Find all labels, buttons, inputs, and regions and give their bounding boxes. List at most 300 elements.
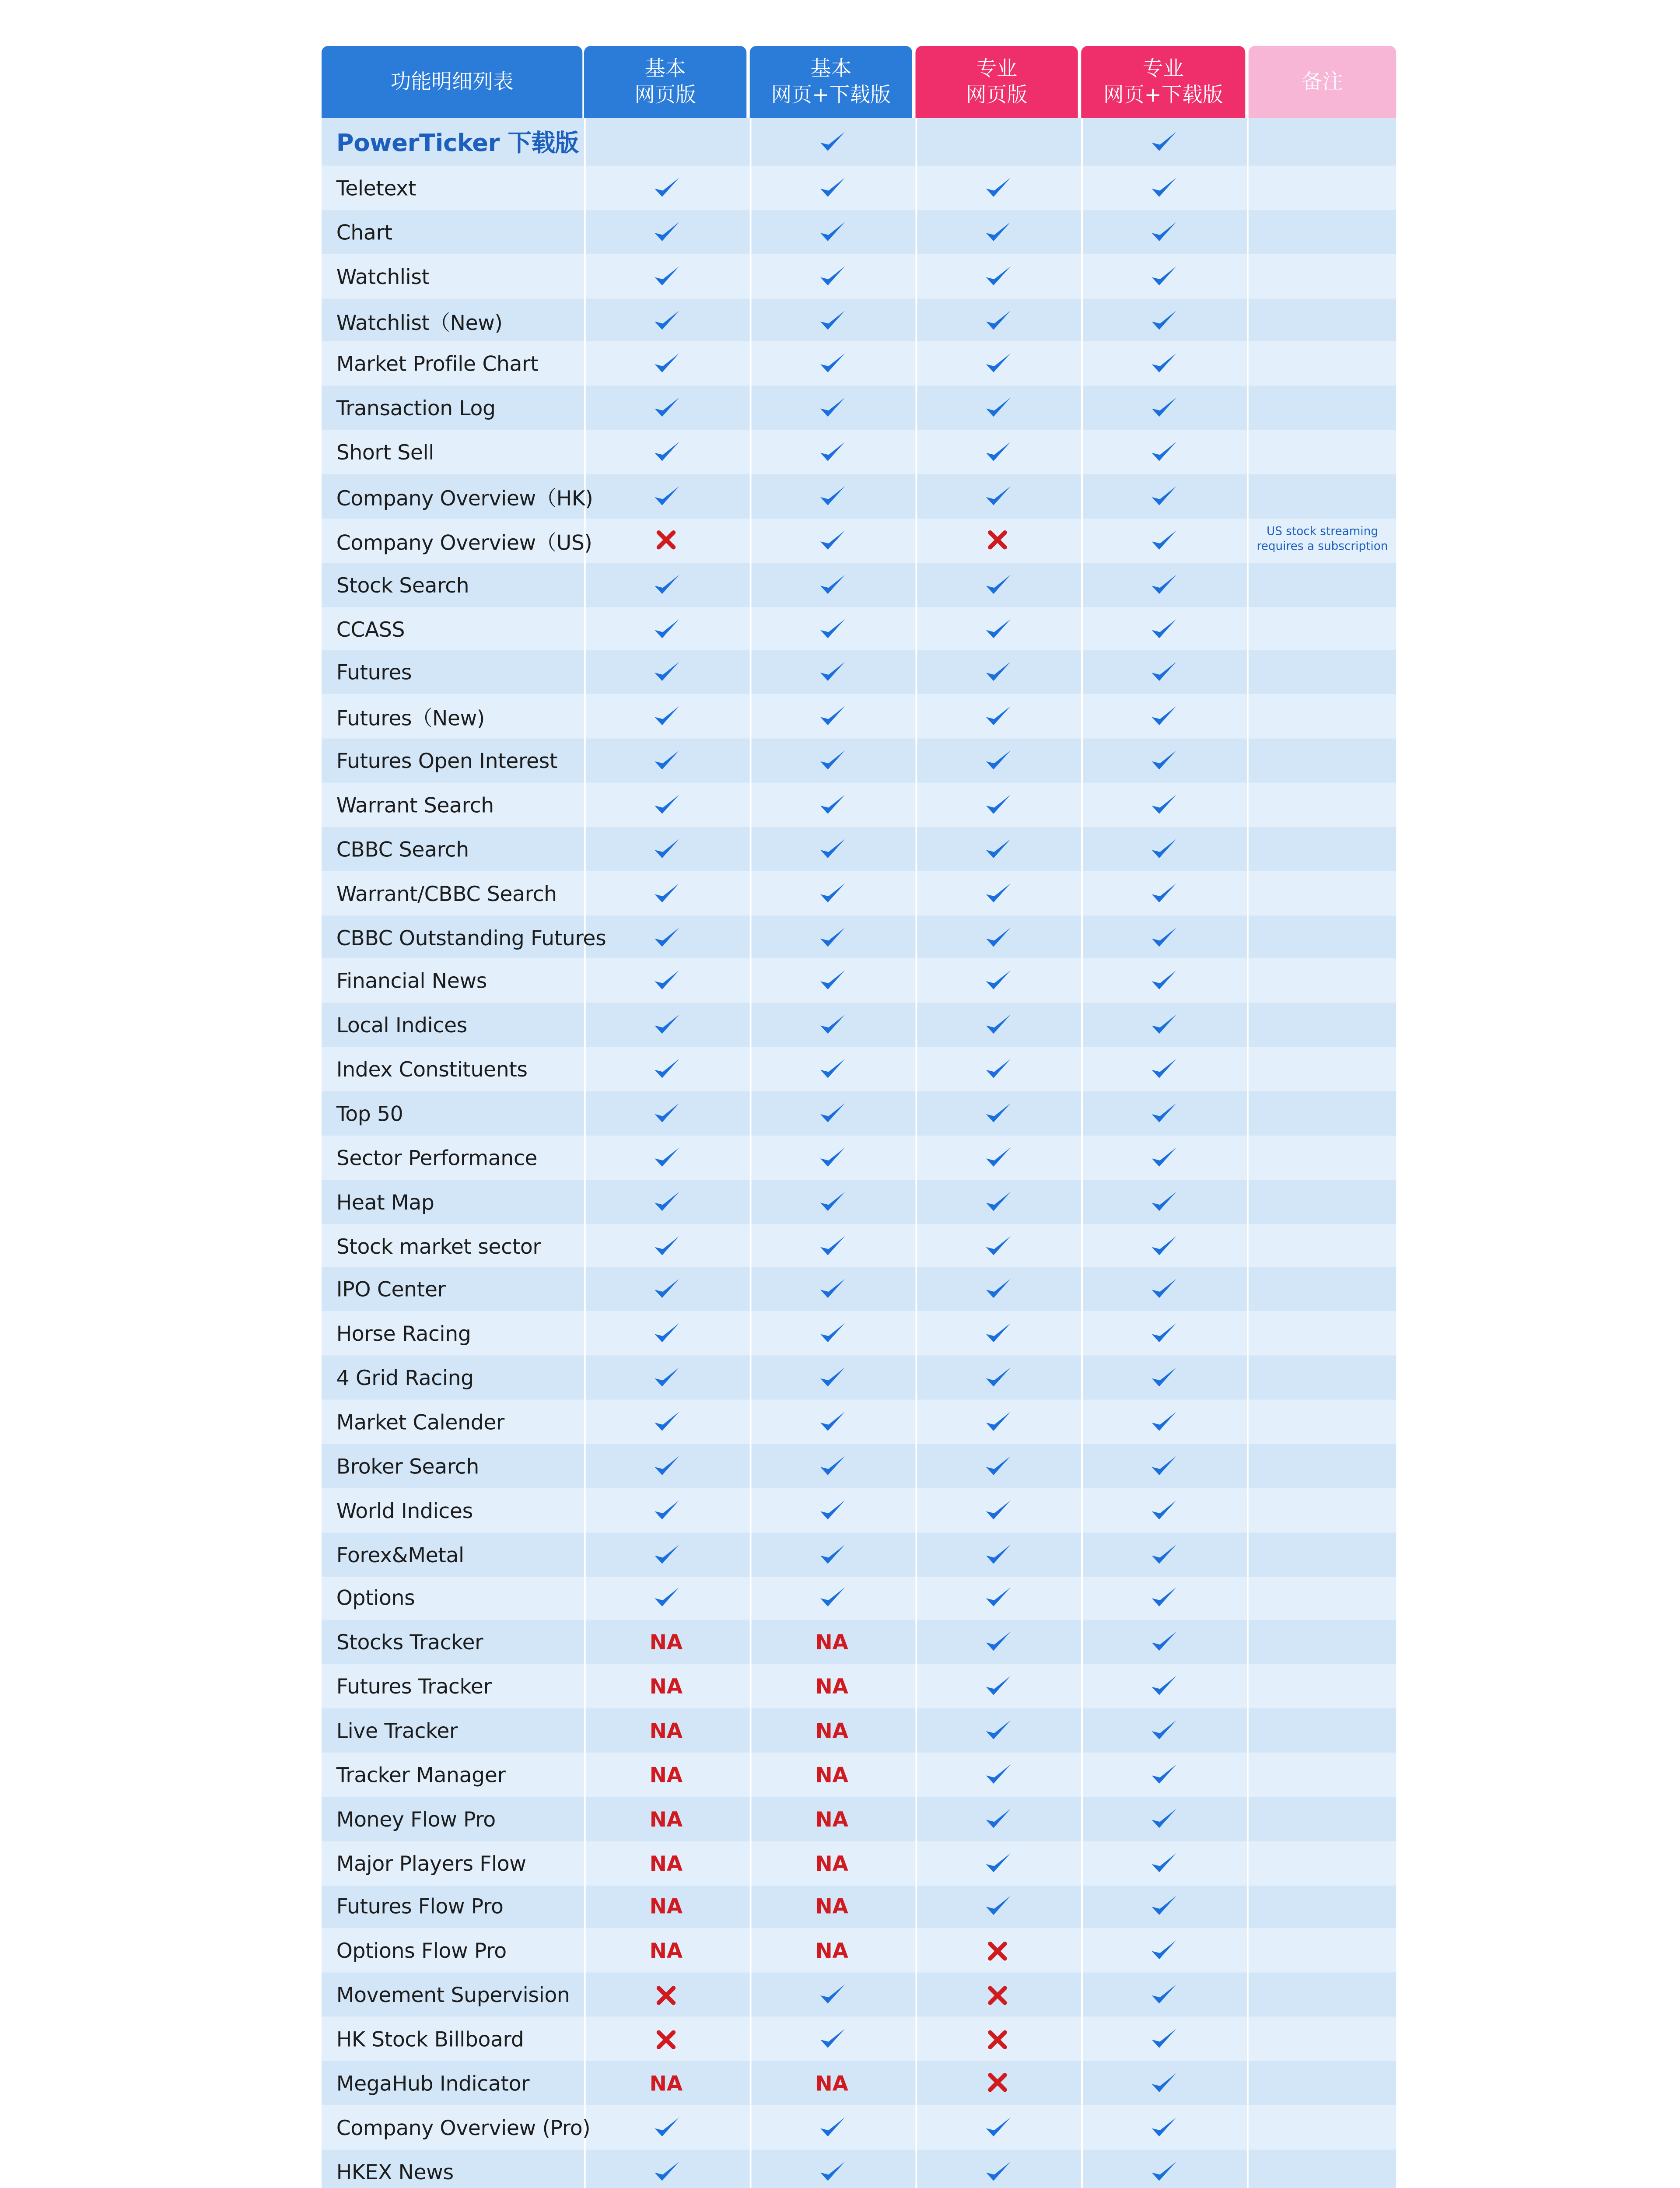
table-row (322, 1841, 1396, 1885)
plan-cell (1081, 1753, 1247, 1797)
feature-name: Market Profile Chart (336, 351, 539, 377)
plan-cell (584, 2017, 748, 2061)
plan-cell (916, 607, 1080, 651)
section-row-powerticker (322, 118, 1396, 166)
plan-cell (1081, 651, 1247, 695)
check-icon (984, 1894, 1012, 1919)
plan-cell (1081, 1664, 1247, 1708)
plan-cell (584, 342, 748, 386)
table-header (322, 46, 1396, 118)
na-badge: NA (815, 1894, 848, 1919)
feature-name: Company Overview（US) (336, 529, 592, 554)
feature-name: MegaHub Indicator (336, 2071, 530, 2096)
check-icon (652, 1101, 680, 1126)
plan-cell (916, 1576, 1080, 1620)
column-divider (1247, 118, 1249, 166)
plan-cell (750, 1047, 914, 1091)
check-icon (1150, 440, 1178, 464)
feature-name: Warrant Search (336, 792, 494, 817)
na-badge: NA (815, 1938, 848, 1964)
feature-name: CCASS (336, 616, 405, 641)
header-pro-web-download: 专业 网页+下载版 (1081, 46, 1245, 118)
feature-name: Live Tracker (336, 1718, 458, 1743)
table-row (322, 1796, 1396, 1841)
feature-name: Index Constituents (336, 1057, 528, 1082)
cross-icon (988, 530, 1008, 550)
check-icon (984, 1454, 1012, 1478)
check-icon (652, 881, 680, 905)
table-row (322, 1532, 1396, 1576)
column-divider (1247, 1532, 1249, 1576)
plan-cell (750, 474, 914, 519)
plan-cell (1081, 254, 1247, 298)
plan-cell (916, 2061, 1080, 2105)
feature-name: Major Players Flow (336, 1850, 526, 1875)
column-divider (1247, 607, 1249, 651)
plan-cell (584, 2061, 748, 2105)
check-icon (818, 1277, 846, 1302)
plan-cell (916, 1047, 1080, 1091)
plan-cell (916, 651, 1080, 695)
column-divider (1247, 1268, 1249, 1312)
plan-cell (584, 2105, 748, 2149)
table-row (322, 519, 1396, 563)
na-badge: NA (649, 2071, 683, 2096)
check-icon (984, 1498, 1012, 1522)
check-icon (1150, 175, 1178, 200)
check-icon (818, 881, 846, 905)
check-icon (1150, 1498, 1178, 1522)
check-icon (984, 440, 1012, 464)
table-row (322, 607, 1396, 651)
plan-cell (750, 1973, 914, 2017)
na-badge: NA (649, 1762, 683, 1787)
feature-name: Heat Map (336, 1189, 434, 1214)
feature-name: Warrant/CBBC Search (336, 880, 557, 905)
plan-cell (750, 2105, 914, 2149)
plan-cell (584, 739, 748, 783)
check-icon (652, 1498, 680, 1522)
plan-cell (916, 562, 1080, 607)
table-row (322, 959, 1396, 1003)
feature-name: Sector Performance (336, 1145, 538, 1170)
check-icon (818, 1233, 846, 1258)
na-badge: NA (649, 1806, 683, 1831)
plan-cell (1081, 386, 1247, 430)
check-icon (818, 2027, 846, 2051)
feature-name: Transaction Log (336, 396, 496, 421)
plan-cell (584, 210, 748, 254)
check-icon (1150, 1277, 1178, 1302)
check-icon (1150, 1586, 1178, 1610)
plan-cell (584, 651, 748, 695)
check-icon (818, 1410, 846, 1434)
table-row (322, 2149, 1396, 2188)
plan-cell (1081, 210, 1247, 254)
na-badge: NA (815, 1806, 848, 1831)
plan-cell (584, 386, 748, 430)
check-icon (1150, 2159, 1178, 2183)
check-icon (984, 837, 1012, 861)
plan-cell (584, 783, 748, 827)
plan-cell (916, 1885, 1080, 1929)
feature-name: Watchlist（New) (336, 309, 503, 334)
check-icon (1150, 1718, 1178, 1743)
check-icon (984, 1322, 1012, 1346)
plan-cell (584, 519, 748, 563)
plan-cell (750, 1753, 914, 1797)
check-icon (984, 881, 1012, 905)
check-icon (652, 925, 680, 949)
check-icon (818, 2159, 846, 2183)
plan-cell (750, 1224, 914, 1268)
plan-cell (750, 2017, 914, 2061)
plan-cell (916, 1753, 1080, 1797)
feature-name: Watchlist (336, 263, 430, 288)
check-icon (652, 1013, 680, 1038)
table-row (322, 694, 1396, 739)
table-row (322, 1224, 1396, 1268)
plan-cell (1081, 1312, 1247, 1356)
plan-cell (916, 959, 1080, 1003)
column-divider (1247, 915, 1249, 959)
table-row (322, 1885, 1396, 1929)
cross-icon (988, 2029, 1008, 2049)
column-divider (1247, 342, 1249, 386)
plan-cell (1081, 2017, 1247, 2061)
feature-name: Futures (336, 660, 412, 685)
check-icon (652, 1542, 680, 1566)
column-divider (1247, 871, 1249, 915)
table-row (322, 2105, 1396, 2149)
check-icon (984, 2159, 1012, 2183)
check-icon (818, 1542, 846, 1566)
cross-icon (656, 530, 676, 550)
column-divider (1247, 959, 1249, 1003)
check-icon (652, 837, 680, 861)
check-icon (1150, 1630, 1178, 1655)
plan-cell (584, 166, 748, 210)
table-row (322, 783, 1396, 827)
check-icon (984, 748, 1012, 773)
check-icon (652, 1586, 680, 1610)
column-divider (1247, 1753, 1249, 1797)
plan-cell (916, 210, 1080, 254)
check-icon (818, 528, 846, 553)
plan-cell (750, 118, 914, 166)
feature-name: Futures（New) (336, 706, 485, 731)
plan-cell (916, 342, 1080, 386)
check-icon (984, 1277, 1012, 1302)
plan-cell (750, 210, 914, 254)
header-basic-web: 基本 网页版 (584, 46, 746, 118)
plan-cell (750, 1091, 914, 1136)
check-icon (818, 1498, 846, 1522)
plan-cell (916, 118, 1080, 166)
plan-cell (1081, 959, 1247, 1003)
check-icon (984, 616, 1012, 641)
check-icon (984, 1806, 1012, 1831)
column-divider (1247, 1400, 1249, 1444)
plan-cell (750, 783, 914, 827)
plan-cell (584, 1841, 748, 1885)
check-icon (1150, 1057, 1178, 1081)
table-row (322, 1620, 1396, 1665)
check-icon (652, 1322, 680, 1346)
plan-cell (1081, 871, 1247, 915)
plan-cell (750, 1620, 914, 1665)
check-icon (1150, 1674, 1178, 1699)
column-divider (1247, 739, 1249, 783)
table-row (322, 562, 1396, 607)
check-icon (818, 925, 846, 949)
plan-cell (584, 1224, 748, 1268)
plan-cell (916, 871, 1080, 915)
table-row (322, 2017, 1396, 2061)
check-icon (1150, 1894, 1178, 1919)
feature-name: CBBC Outstanding Futures (336, 925, 606, 950)
check-icon (984, 1145, 1012, 1170)
check-icon (818, 1013, 846, 1038)
table-row (322, 1664, 1396, 1708)
check-icon (984, 1189, 1012, 1214)
check-icon (984, 969, 1012, 993)
check-icon (818, 572, 846, 596)
plan-cell (750, 1796, 914, 1841)
check-icon (818, 220, 846, 244)
plan-cell (750, 959, 914, 1003)
na-badge: NA (649, 1850, 683, 1875)
column-divider (1247, 1003, 1249, 1047)
plan-cell (584, 915, 748, 959)
cross-icon (656, 2029, 676, 2049)
plan-cell (1081, 166, 1247, 210)
table-row (322, 298, 1396, 342)
plan-cell (1081, 827, 1247, 871)
column-divider (1247, 1664, 1249, 1708)
plan-cell (584, 1973, 748, 2017)
plan-cell (1081, 1003, 1247, 1047)
plan-cell (916, 1312, 1080, 1356)
remark-line: US stock streaming (1267, 526, 1378, 539)
plan-cell (584, 1664, 748, 1708)
table-row (322, 915, 1396, 959)
column-divider (1247, 1841, 1249, 1885)
plan-cell (916, 1179, 1080, 1224)
column-divider (1247, 1708, 1249, 1753)
plan-cell (1081, 1224, 1247, 1268)
column-divider (1247, 1488, 1249, 1532)
check-icon (984, 1013, 1012, 1038)
plan-cell (750, 1488, 914, 1532)
column-divider (1247, 210, 1249, 254)
table-row (322, 651, 1396, 695)
plan-cell (750, 2061, 914, 2105)
na-badge: NA (649, 1718, 683, 1743)
check-icon (1150, 1850, 1178, 1875)
check-icon (1150, 396, 1178, 421)
plan-cell (584, 474, 748, 519)
plan-cell (1081, 739, 1247, 783)
plan-cell (1081, 607, 1247, 651)
plan-cell (750, 342, 914, 386)
table-row (322, 1268, 1396, 1312)
check-icon (1150, 352, 1178, 376)
plan-cell (750, 1532, 914, 1576)
na-badge: NA (649, 1894, 683, 1919)
plan-cell (916, 1003, 1080, 1047)
plan-cell (916, 1444, 1080, 1488)
plan-cell (1081, 1356, 1247, 1400)
feature-name: Market Calender (336, 1410, 505, 1434)
plan-cell (750, 915, 914, 959)
check-icon (652, 2115, 680, 2139)
feature-name: Broker Search (336, 1453, 479, 1479)
plan-cell (584, 1003, 748, 1047)
plan-cell (750, 166, 914, 210)
check-icon (652, 1233, 680, 1258)
check-icon (984, 263, 1012, 288)
plan-cell (584, 607, 748, 651)
na-badge: NA (815, 1762, 848, 1787)
header-pro-web: 专业 网页版 (916, 46, 1078, 118)
plan-cell (916, 2105, 1080, 2149)
plan-cell (1081, 1136, 1247, 1180)
plan-cell (750, 694, 914, 739)
na-badge: NA (649, 1630, 683, 1655)
table-row (322, 1708, 1396, 1753)
column-divider (1247, 1929, 1249, 1973)
column-divider (1247, 1356, 1249, 1400)
feature-name: Stocks Tracker (336, 1630, 483, 1655)
feature-name: HK Stock Billboard (336, 2027, 524, 2051)
column-divider (1247, 430, 1249, 474)
plan-cell (1081, 1708, 1247, 1753)
plan-cell (584, 871, 748, 915)
plan-cell (584, 1312, 748, 1356)
check-icon (652, 440, 680, 464)
feature-name: Futures Flow Pro (336, 1894, 504, 1919)
check-icon (818, 748, 846, 773)
na-badge: NA (649, 1674, 683, 1699)
check-icon (818, 130, 846, 154)
column-divider (1247, 1224, 1249, 1268)
column-divider (1247, 2017, 1249, 2061)
check-icon (1150, 2027, 1178, 2051)
plan-cell (584, 1532, 748, 1576)
plan-cell (584, 118, 748, 166)
check-icon (984, 352, 1012, 376)
column-divider (1247, 1179, 1249, 1224)
section-label: PowerTicker 下载版 (336, 131, 579, 158)
plan-cell (750, 2149, 914, 2188)
table-row (322, 1312, 1396, 1356)
plan-cell (750, 1356, 914, 1400)
plan-cell (750, 1708, 914, 1753)
check-icon (652, 484, 680, 508)
plan-cell (916, 1532, 1080, 1576)
check-icon (652, 748, 680, 773)
plan-cell (1081, 2105, 1247, 2149)
plan-cell (916, 298, 1080, 342)
feature-name: Chart (336, 219, 392, 244)
table-row (322, 1091, 1396, 1136)
check-icon (652, 352, 680, 376)
check-icon (818, 616, 846, 641)
plan-cell (916, 254, 1080, 298)
na-badge: NA (815, 1850, 848, 1875)
check-icon (984, 1233, 1012, 1258)
table-row (322, 1488, 1396, 1532)
column-divider (1247, 386, 1249, 430)
table-row (322, 254, 1396, 298)
remark-line: requires a subscription (1256, 540, 1388, 554)
feature-name: Forex&Metal (336, 1542, 464, 1567)
plan-cell (916, 430, 1080, 474)
check-icon (984, 792, 1012, 817)
plan-cell (584, 1136, 748, 1180)
table-row (322, 739, 1396, 783)
plan-cell (750, 1003, 914, 1047)
check-icon (652, 2159, 680, 2183)
plan-cell (750, 1929, 914, 1973)
check-icon (652, 969, 680, 993)
column-divider (1247, 1312, 1249, 1356)
check-icon (652, 1057, 680, 1081)
check-icon (652, 1189, 680, 1214)
plan-cell (1081, 430, 1247, 474)
plan-cell (584, 827, 748, 871)
plan-cell (1081, 2061, 1247, 2105)
column-divider (1247, 1136, 1249, 1180)
table-row (322, 1400, 1396, 1444)
table-row (322, 1003, 1396, 1047)
check-icon (984, 1410, 1012, 1434)
check-icon (1150, 1983, 1178, 2007)
na-badge: NA (815, 1630, 848, 1655)
na-badge: NA (815, 1674, 848, 1699)
plan-cell (750, 1179, 914, 1224)
plan-cell (584, 298, 748, 342)
check-icon (1150, 1189, 1178, 1214)
plan-cell (750, 1576, 914, 1620)
plan-cell (916, 1356, 1080, 1400)
table-row (322, 1973, 1396, 2017)
plan-cell (1081, 1444, 1247, 1488)
column-divider (1247, 1973, 1249, 2017)
check-icon (984, 308, 1012, 332)
check-icon (652, 572, 680, 596)
check-icon (818, 440, 846, 464)
check-icon (984, 2115, 1012, 2139)
check-icon (652, 1145, 680, 1170)
plan-cell (916, 166, 1080, 210)
check-icon (1150, 2115, 1178, 2139)
column-divider (1247, 1796, 1249, 1841)
column-divider (1247, 562, 1249, 607)
plan-cell (584, 1268, 748, 1312)
table-row (322, 1047, 1396, 1091)
check-icon (818, 1322, 846, 1346)
plan-cell (1081, 1047, 1247, 1091)
plan-cell (1081, 1091, 1247, 1136)
feature-name: Top 50 (336, 1101, 403, 1126)
plan-cell (750, 1444, 914, 1488)
check-icon (1150, 484, 1178, 508)
plan-cell (750, 1841, 914, 1885)
table-row (322, 1753, 1396, 1797)
feature-name: 4 Grid Racing (336, 1365, 474, 1390)
